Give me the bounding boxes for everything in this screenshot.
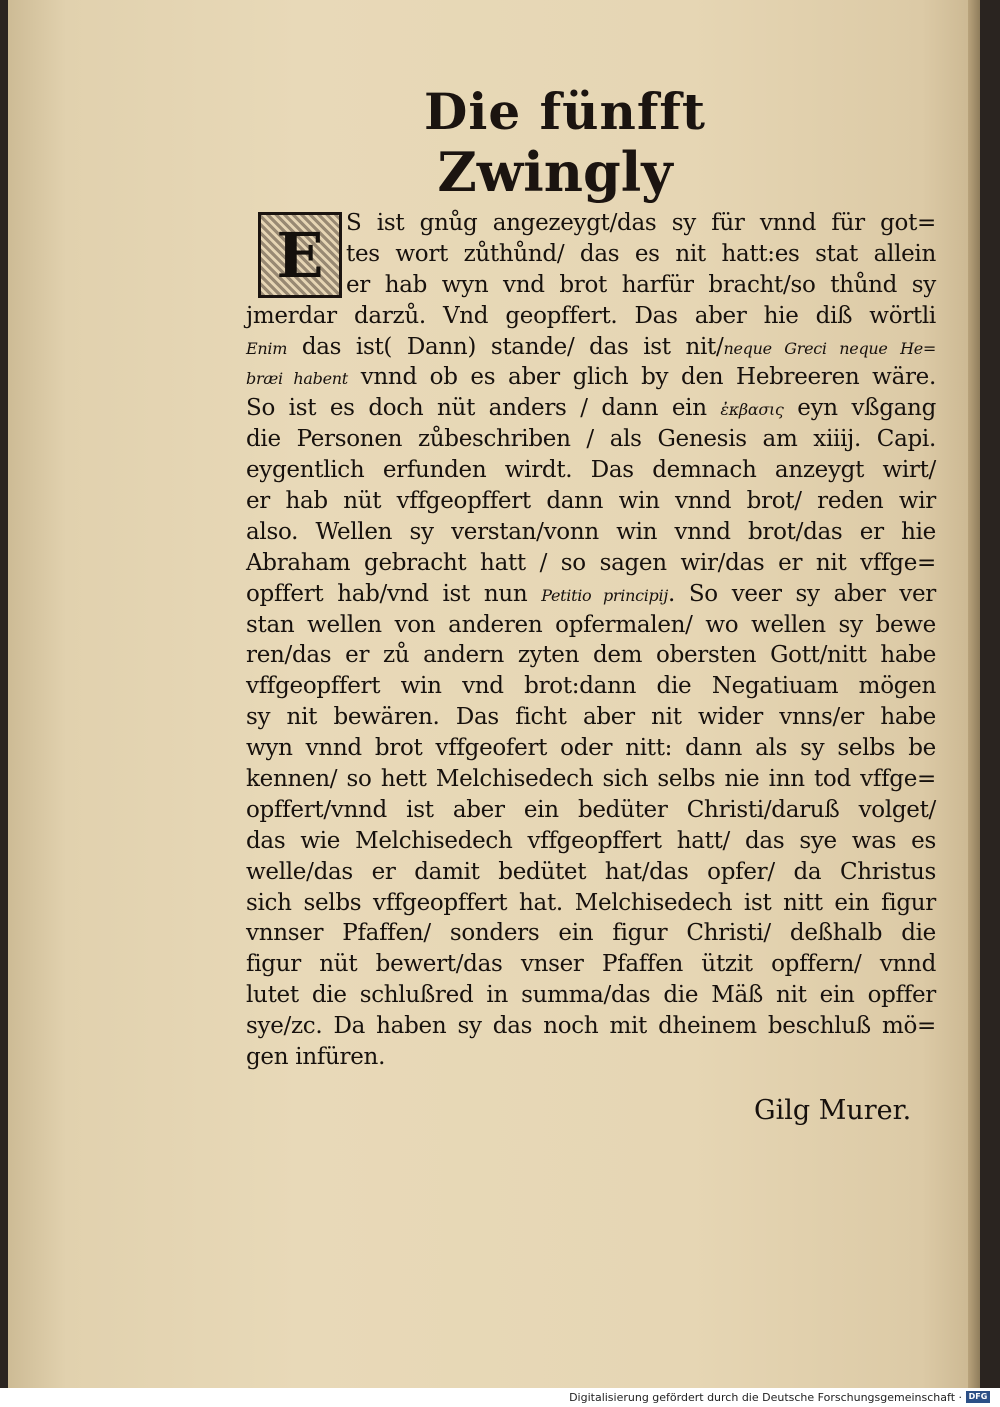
text-line: wyn vnnd brot vffgeofert oder nitt: dann als sy selbs be bbox=[246, 735, 936, 762]
text-line bbox=[246, 393, 936, 424]
text-line: Abraham gebracht hatt / so sagen wir/das er nit vffge= bbox=[246, 549, 936, 576]
text-line: kennen/ so hett Melchisedech sich selbs nie inn tod vffge= bbox=[246, 766, 936, 793]
text-line: sye/zc. Da haben sy das noch mit dheinem beschluß mö= bbox=[246, 1013, 936, 1040]
text-line: lutet die schlußred in summa/das die Mäß nit ein opffer bbox=[246, 982, 936, 1009]
text-segment: . So veer sy aber ver bbox=[667, 580, 936, 607]
latin-phrase: Enim bbox=[246, 338, 288, 358]
text-line: sy nit bewären. Das ficht aber nit wider vnns/er habe bbox=[246, 704, 936, 731]
text-line: tes wort zůthůnd/ das es nit hatt:es stat allein bbox=[346, 240, 936, 267]
text-line: eygentlich erfunden wirdt. Das demnach anzeygt wirt/ bbox=[246, 457, 936, 484]
text-line bbox=[246, 579, 936, 610]
text-line: opffert/vnnd ist aber ein bedüter Christi/daruß volget/ bbox=[246, 796, 936, 823]
initial-letter: E bbox=[261, 215, 339, 295]
text-line: welle/das er damit bedütet hat/das opfer/ da Christus bbox=[246, 858, 936, 885]
latin-phrase: neque Greci neque He= bbox=[723, 338, 937, 358]
text-line: er hab nüt vffgeopffert dann win vnnd brot/ reden wir bbox=[246, 488, 936, 515]
page-edge bbox=[968, 0, 980, 1388]
text-line: das wie Melchisedech vffgeopffert hatt/ das sye was es bbox=[246, 827, 936, 854]
text-line: also. Wellen sy verstan/vonn win vnnd brot/das er hie bbox=[246, 518, 936, 545]
text-line: gen infüren. bbox=[246, 1044, 386, 1071]
text-line bbox=[246, 362, 936, 393]
latin-phrase: bræi habent bbox=[246, 369, 348, 389]
latin-phrase: Petitio principij bbox=[541, 585, 668, 605]
text-line: figur nüt bewert/das vnser Pfaffen ützit opffern/ vnnd bbox=[246, 951, 936, 978]
text-line: vnnser Pfaffen/ sonders ein figur Christi/ deßhalb die bbox=[246, 920, 936, 947]
page-heading: Die fünfft bbox=[424, 82, 706, 141]
text-line: ren/das er zů andern zyten dem obersten Gott/nitt habe bbox=[246, 642, 936, 669]
text-line: vffgeopffert win vnd brot:dann die Negatiuam mögen bbox=[246, 673, 936, 700]
dfg-logo: DFG bbox=[966, 1391, 990, 1403]
text-line: sich selbs vffgeopffert hat. Melchisedech ist nitt ein figur bbox=[246, 889, 936, 916]
body-text bbox=[246, 208, 936, 1073]
text-line bbox=[246, 332, 936, 363]
text-line: die Personen zůbeschriben / als Genesis am xiiij. Capi. bbox=[246, 426, 936, 453]
text-segment: das ist( Dann) stande/ das ist nit/ bbox=[287, 333, 724, 360]
footer-credit: Digitalisierung gefördert durch die Deutsche Forschungsgemeinschaft · bbox=[569, 1391, 962, 1404]
footer-bar bbox=[0, 1388, 1000, 1407]
text-segment: eyn vßgang bbox=[783, 395, 936, 422]
text-segment: opffert hab/vnd ist nun bbox=[246, 580, 542, 607]
signature: Gilg Murer. bbox=[754, 1095, 912, 1126]
text-segment: vnnd ob es aber glich by den Hebreeren wäre. bbox=[347, 364, 937, 391]
text-line: S ist gnůg angezeygt/das sy für vnnd für got= bbox=[346, 210, 936, 236]
text-line: stan wellen von anderen opfermalen/ wo wellen sy bewe bbox=[246, 611, 936, 638]
text-line: er hab wyn vnd brot harfür bracht/so thůnd sy bbox=[346, 271, 936, 298]
text-line: jmerdar darzů. Vnd geopffert. Das aber hie diß wörtli bbox=[246, 302, 936, 329]
text-segment: So ist es doch nüt anders / dann ein bbox=[246, 395, 721, 422]
latin-phrase: ἐκβασις bbox=[720, 400, 784, 420]
page-subheading: Zwingly bbox=[437, 140, 673, 204]
